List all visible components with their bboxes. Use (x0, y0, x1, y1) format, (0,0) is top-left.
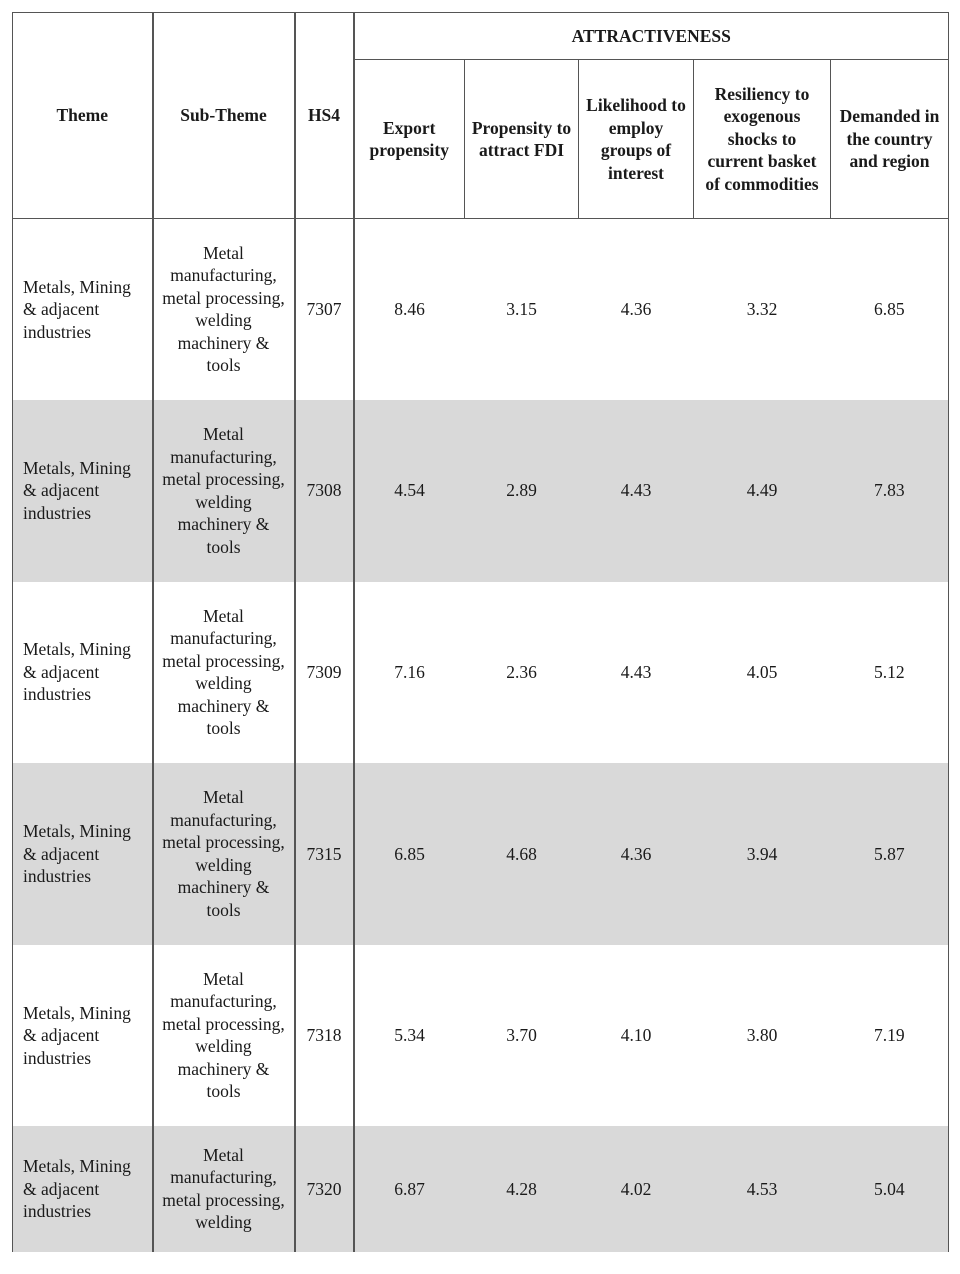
hs4-cell: 7318 (295, 945, 354, 1126)
export-propensity-cell: 4.54 (354, 400, 465, 582)
theme-cell: Metals, Mining & adjacent industries (13, 945, 153, 1126)
demanded-cell: 5.12 (831, 582, 949, 763)
fdi-cell: 4.68 (465, 763, 579, 945)
hs4-cell: 7320 (295, 1126, 354, 1252)
employ-cell: 4.02 (579, 1126, 694, 1252)
export-propensity-cell: 5.34 (394, 1025, 425, 1046)
resiliency-cell: 3.80 (746, 1025, 778, 1046)
theme-cell: Metals, Mining & adjacent industries (13, 582, 153, 763)
table-body (13, 219, 949, 1253)
hs4-cell: 7308 (295, 400, 354, 582)
table-row (13, 945, 949, 1126)
header-propensity-fdi: Propensity to attract FDI (465, 60, 579, 219)
hs4-cell: 7315 (295, 763, 354, 945)
sub-theme-cell: Metal manufacturing, metal processing, welding machinery & tools (153, 582, 295, 763)
table-header (13, 13, 949, 219)
header-resiliency: Resiliency to exogenous shocks to current basket of commodities (694, 60, 831, 219)
fdi-cell: 3.70 (506, 1025, 537, 1046)
demanded-cell: 7.19 (831, 945, 949, 1126)
table-row (13, 400, 949, 582)
table-row (13, 1126, 949, 1252)
fdi-cell: 3.15 (506, 299, 537, 320)
table-row (13, 582, 949, 763)
header-theme: Theme (13, 13, 153, 219)
employ-cell: 4.43 (620, 661, 652, 682)
fdi-cell: 2.36 (506, 661, 537, 682)
fdi-cell: 2.89 (465, 400, 579, 582)
sub-theme-cell: Metal manufacturing, metal processing, welding machinery & tools (153, 219, 295, 400)
fdi-cell: 4.28 (465, 1126, 579, 1252)
hs4-cell: 7307 (295, 219, 354, 400)
table-row (13, 219, 949, 400)
demanded-cell: 6.85 (831, 219, 949, 400)
employ-cell: 4.36 (579, 763, 694, 945)
theme-cell: Metals, Mining & adjacent industries (13, 400, 153, 582)
employ-cell: 4.10 (620, 1025, 652, 1046)
export-propensity-cell: 6.87 (354, 1126, 465, 1252)
demanded-cell: 7.83 (831, 400, 949, 582)
table-row (13, 763, 949, 945)
export-propensity-cell: 6.85 (354, 763, 465, 945)
header-likelihood-employ: Likelihood to employ groups of interest (579, 60, 694, 219)
hs4-cell: 7309 (295, 582, 354, 763)
employ-cell: 4.36 (620, 299, 652, 320)
attractiveness-table (12, 12, 949, 1252)
header-attractiveness-group: ATTRACTIVENESS (354, 13, 949, 60)
demanded-cell: 5.87 (831, 763, 949, 945)
resiliency-cell: 4.49 (694, 400, 831, 582)
sub-theme-cell: Metal manufacturing, metal processing, welding machinery & tools (153, 400, 295, 582)
sub-theme-cell: Metal manufacturing, metal processing, welding machinery & tools (153, 945, 295, 1126)
header-export-propensity: Export propensity (354, 60, 465, 219)
theme-cell: Metals, Mining & adjacent industries (13, 219, 153, 400)
export-propensity-cell: 7.16 (394, 661, 425, 682)
header-demanded: Demanded in the country and region (831, 60, 949, 219)
export-propensity-cell: 8.46 (394, 299, 425, 320)
sub-theme-cell: Metal manufacturing, metal processing, welding machinery & tools (153, 763, 295, 945)
resiliency-cell: 3.32 (746, 299, 778, 320)
employ-cell: 4.43 (579, 400, 694, 582)
sub-theme-cell: Metal manufacturing, metal processing, welding (153, 1126, 295, 1252)
theme-cell: Metals, Mining & adjacent industries (13, 1126, 153, 1252)
theme-cell: Metals, Mining & adjacent industries (13, 763, 153, 945)
resiliency-cell: 3.94 (694, 763, 831, 945)
demanded-cell: 5.04 (831, 1126, 949, 1252)
header-sub-theme: Sub-Theme (153, 13, 295, 219)
header-hs4: HS4 (295, 13, 354, 219)
resiliency-cell: 4.05 (746, 661, 778, 682)
resiliency-cell: 4.53 (694, 1126, 831, 1252)
